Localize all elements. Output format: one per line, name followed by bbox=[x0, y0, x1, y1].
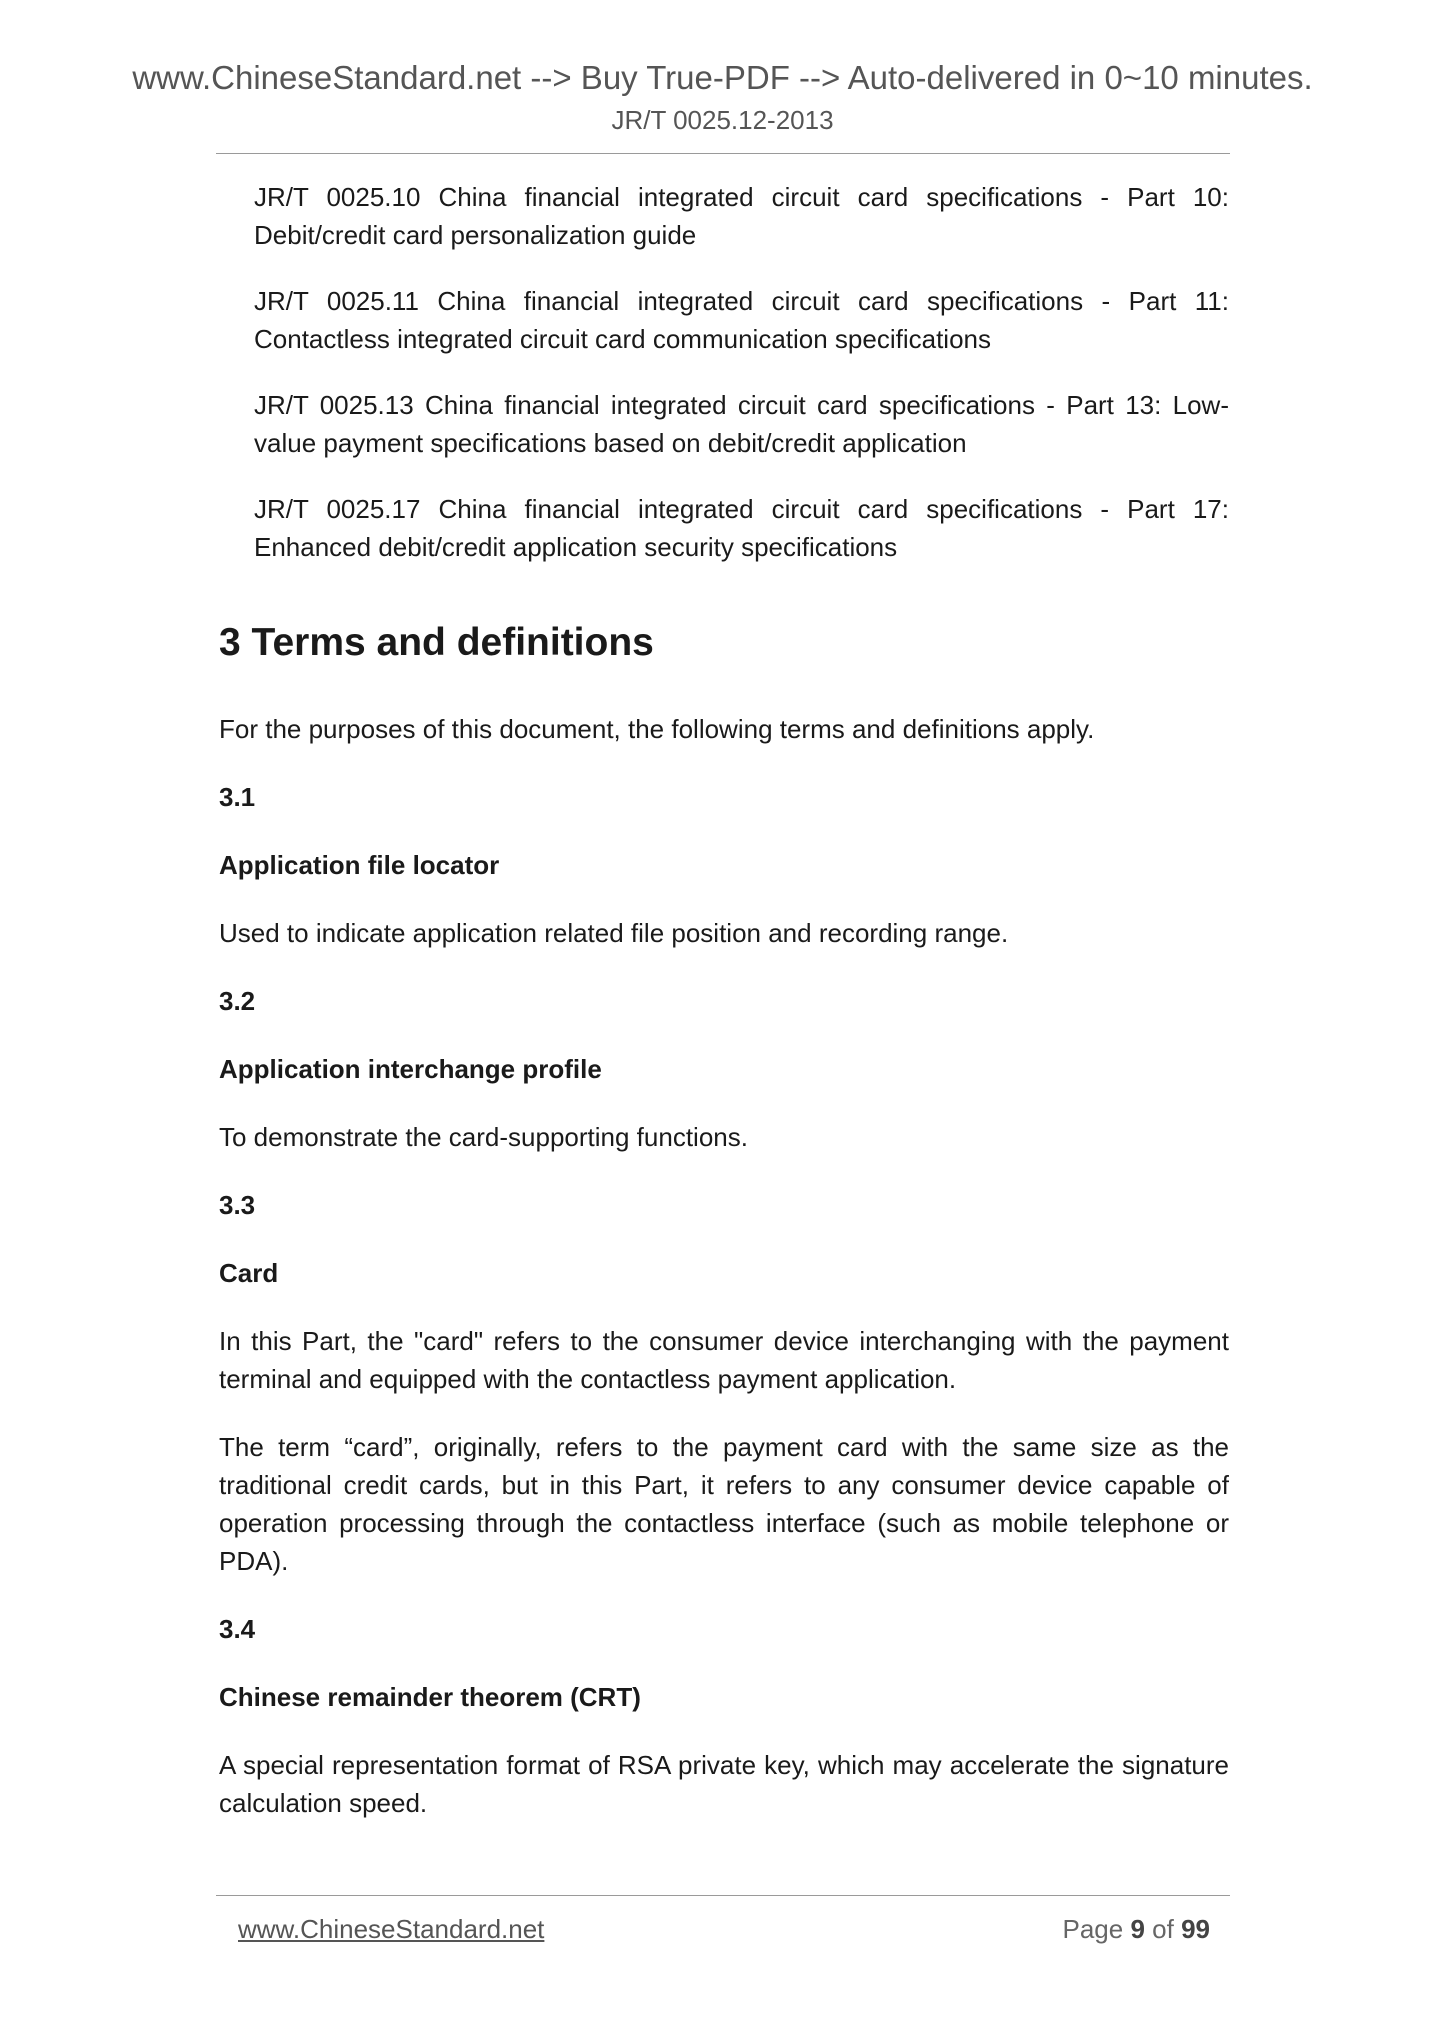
term-entry bbox=[219, 982, 1229, 1156]
term-name: Chinese remainder theorem (CRT) bbox=[219, 1682, 641, 1712]
term-entry bbox=[219, 1610, 1229, 1822]
term-definition: To demonstrate the card-supporting functions. bbox=[219, 1122, 748, 1152]
section-intro: For the purposes of this document, the following terms and definitions apply. bbox=[219, 714, 1095, 744]
term-definition: A special representation format of RSA private key, which may accelerate the signature calculation speed. bbox=[219, 1750, 1229, 1818]
footer-divider bbox=[216, 1895, 1230, 1896]
term-name: Card bbox=[219, 1258, 279, 1288]
page-number: 9 bbox=[1130, 1914, 1145, 1944]
term-name: Application file locator bbox=[219, 850, 500, 880]
reference-item: JR/T 0025.17 China financial integrated circuit card specifications - Part 17: Enhanced debit/credit application security specifications bbox=[254, 494, 1229, 562]
page-prefix: Page bbox=[1062, 1914, 1124, 1944]
term-number: 3.1 bbox=[219, 782, 256, 812]
term-name: Application interchange profile bbox=[219, 1054, 602, 1084]
term-definition: The term “card”, originally, refers to the payment card with the same size as the traditional credit cards, but in this Part, it refers to any consumer device capable of operation processing through the contactless interface (such as mobile telephone or PDA). bbox=[219, 1432, 1229, 1576]
term-definition: In this Part, the "card" refers to the consumer device interchanging with the payment terminal and equipped with the contactless payment application. bbox=[219, 1326, 1229, 1394]
page-of: of bbox=[1152, 1914, 1174, 1944]
reference-item: JR/T 0025.13 China financial integrated circuit card specifications - Part 13: Low-value payment specifications based on debit/credit application bbox=[254, 390, 1229, 458]
term-number: 3.2 bbox=[219, 986, 256, 1016]
page-total: 99 bbox=[1181, 1914, 1210, 1944]
term-number: 3.4 bbox=[219, 1614, 256, 1644]
section-heading: 3 Terms and definitions bbox=[219, 621, 654, 664]
document-body bbox=[219, 178, 1229, 1852]
reference-item: JR/T 0025.11 China financial integrated circuit card specifications - Part 11: Contactless integrated circuit card communication specifications bbox=[254, 286, 1229, 354]
reference-item: JR/T 0025.10 China financial integrated circuit card specifications - Part 10: Debit/credit card personalization guide bbox=[254, 182, 1229, 250]
term-entry bbox=[219, 778, 1229, 952]
term-definition: Used to indicate application related file position and recording range. bbox=[219, 918, 1009, 948]
page-indicator bbox=[1062, 1912, 1210, 1946]
footer-site-link[interactable]: www.ChineseStandard.net bbox=[238, 1914, 545, 1944]
term-entry bbox=[219, 1186, 1229, 1580]
term-number: 3.3 bbox=[219, 1190, 256, 1220]
header-divider bbox=[216, 153, 1230, 154]
standard-number: JR/T 0025.12-2013 bbox=[611, 105, 834, 135]
header-banner[interactable]: www.ChineseStandard.net --> Buy True-PDF --> Auto-delivered in 0~10 minutes. bbox=[132, 59, 1313, 96]
